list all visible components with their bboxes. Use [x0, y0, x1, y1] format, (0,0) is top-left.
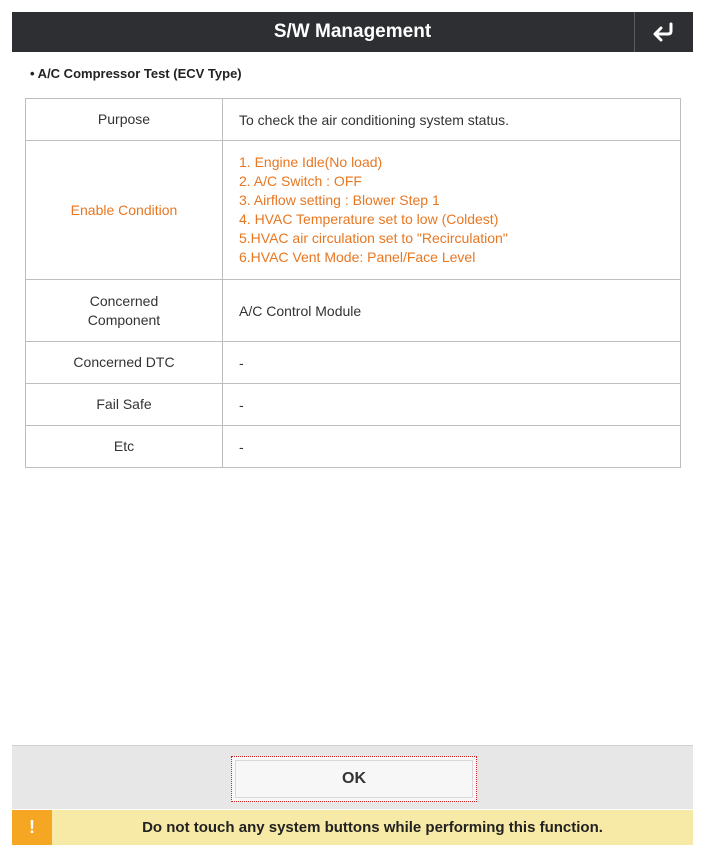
row-label-line: Component: [87, 311, 161, 328]
row-label-purpose: Purpose: [26, 99, 223, 141]
header-bar: [12, 12, 693, 52]
page-title: S/W Management: [273, 21, 432, 42]
row-label-enable-condition: Enable Condition: [26, 141, 223, 280]
warning-bar: [12, 810, 693, 845]
condition-line: 1. Engine Idle(No load): [239, 154, 383, 170]
row-value-etc: -: [223, 426, 681, 468]
row-label-concerned-dtc: Concerned DTC: [26, 342, 223, 384]
condition-line: 4. HVAC Temperature set to low (Coldest): [239, 211, 499, 227]
condition-line: 6.HVAC Vent Mode: Panel/Face Level: [239, 249, 476, 265]
condition-line: 3. Airflow setting : Blower Step 1: [239, 192, 440, 208]
warning-icon: !: [12, 810, 52, 845]
section-title: • A/C Compressor Test (ECV Type): [30, 66, 242, 81]
back-button[interactable]: [634, 12, 693, 52]
ok-button[interactable]: OK: [231, 756, 477, 802]
info-table: [25, 98, 681, 468]
table-row: [26, 342, 681, 384]
condition-line: 5.HVAC air circulation set to "Recirculation": [239, 230, 508, 246]
bottom-button-bar: [12, 745, 693, 809]
table-row: [26, 426, 681, 468]
row-label-concerned-component: [26, 280, 223, 342]
table-row: [26, 141, 681, 280]
warning-message: Do not touch any system buttons while performing this function.: [142, 819, 603, 836]
condition-line: 2. A/C Switch : OFF: [239, 173, 362, 189]
table-row: [26, 99, 681, 141]
row-value-purpose: To check the air conditioning system status.: [223, 99, 681, 141]
row-label-fail-safe: Fail Safe: [26, 384, 223, 426]
row-label-etc: Etc: [26, 426, 223, 468]
table-row: [26, 384, 681, 426]
row-value-fail-safe: -: [223, 384, 681, 426]
row-label-line: Concerned: [89, 292, 159, 309]
row-value-concerned-dtc: -: [223, 342, 681, 384]
row-value-concerned-component: A/C Control Module: [223, 280, 681, 342]
row-value-enable-condition: [223, 141, 681, 280]
return-arrow-icon: [651, 22, 677, 42]
table-row: [26, 280, 681, 342]
